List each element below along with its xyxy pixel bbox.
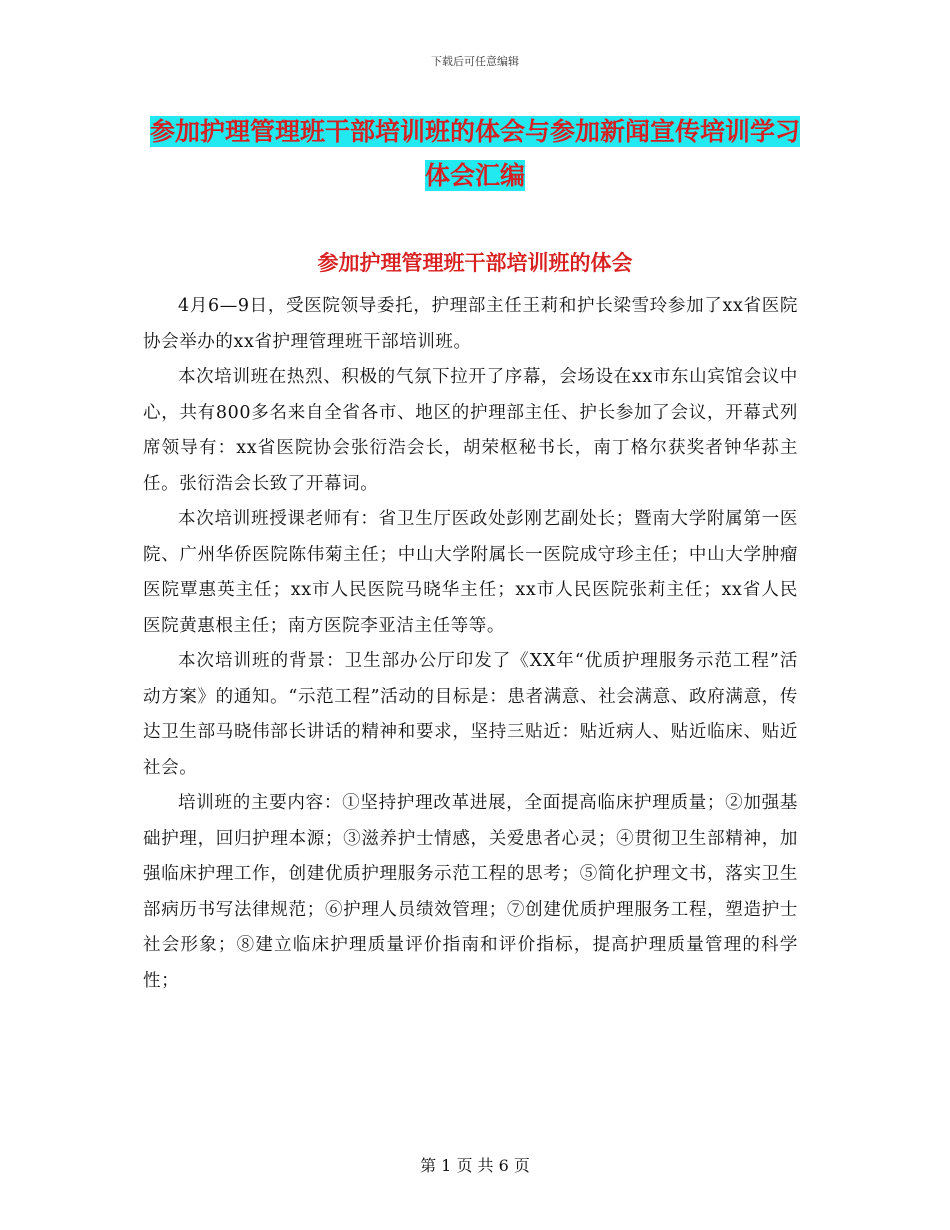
document-title <box>150 110 800 198</box>
document-title-text: 参加护理管理班干部培训班的体会与参加新闻宣传培训学习体会汇编 <box>150 117 801 190</box>
paragraph: 本次培训班授课老师有：省卫生厅医政处彭刚艺副处长；暨南大学附属第一医院、广州华侨医院陈伟菊主任；中山大学附属长一医院成守珍主任；中山大学肿瘤医院覃惠英主任；xx市人民医院马晓华主任；xx市人民医院张莉主任；xx省人民医院黄惠根主任；南方医院李亚洁主任等等。 <box>143 509 798 636</box>
paragraph: 本次培训班在热烈、积极的气氛下拉开了序幕，会场设在xx市东山宾馆会议中心，共有800多名来自全省各市、地区的护理部主任、护长参加了会议，开幕式列席领导有：xx省医院协会张衍浩会长，胡荣枢秘书长，南丁格尔获奖者钟华荪主任。张衍浩会长致了开幕词。 <box>143 367 798 494</box>
document-body <box>143 289 798 999</box>
paragraph: 培训班的主要内容：①坚持护理改革进展，全面提高临床护理质量；②加强基础护理，回归护理本源；③滋养护士情感，关爱患者心灵；④贯彻卫生部精神，加强临床护理工作，创建优质护理服务示范工程的思考；⑤简化护理文书，落实卫生部病历书写法律规范；⑥护理人员绩效管理；⑦创建优质护理服务工程，塑造护士社会形象；⑧建立临床护理质量评价指南和评价指标，提高护理质量管理的科学性； <box>143 793 798 991</box>
section-title: 参加护理管理班干部培训班的体会 <box>317 251 633 275</box>
header-note: 下载后可任意编辑 <box>431 55 519 68</box>
paragraph: 4月6—9日，受医院领导委托，护理部主任王莉和护长梁雪玲参加了xx省医院协会举办的xx省护理管理班干部培训班。 <box>143 296 798 352</box>
paragraph: 本次培训班的背景：卫生部办公厅印发了《XX年“优质护理服务示范工程”活动方案》的通知。“示范工程”活动的目标是：患者满意、社会满意、政府满意，传达卫生部马晓伟部长讲话的精神和要求，坚持三贴近：贴近病人、贴近临床、贴近社会。 <box>143 651 798 778</box>
page-footer: 第 1 页 共 6 页 <box>420 1156 530 1175</box>
